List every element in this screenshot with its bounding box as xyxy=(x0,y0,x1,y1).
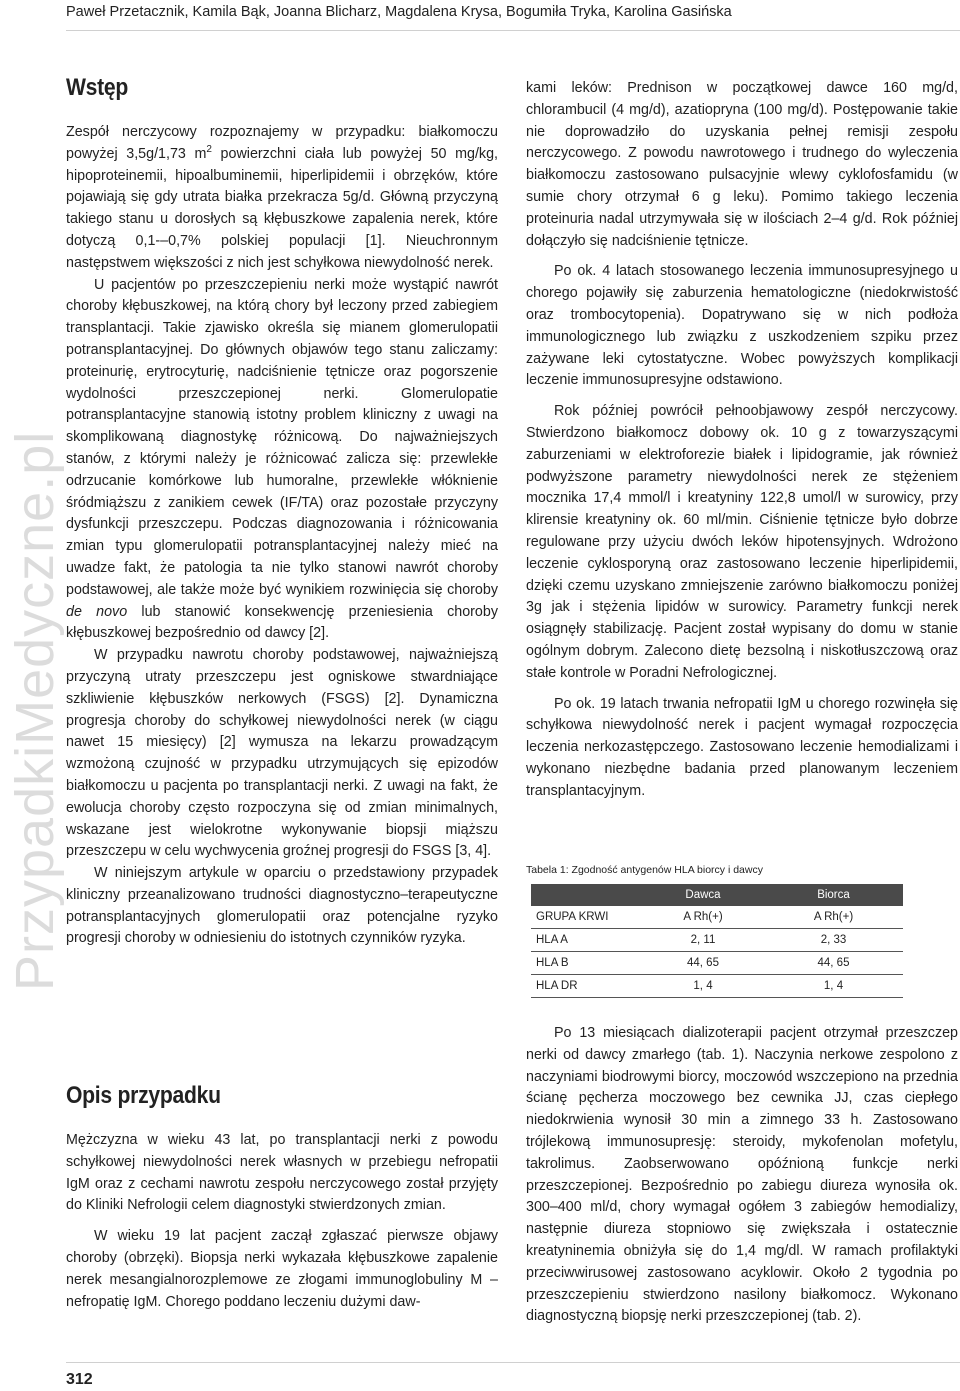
table-cell: HLA DR xyxy=(531,975,642,998)
table-cell: 2, 11 xyxy=(642,929,764,952)
intro-column xyxy=(66,122,498,950)
intro-paragraph-3: W przypadku nawrotu choroby podstawowej, najważniejszą przyczyną utraty przeszczepu jest ogniskowe stwardniające szkliwienie kłębuszków nerkowych (FSGS) [2]. Dynamiczna progresja choroby do schyłkowej niewydolności nerek (w ciągu nawet 15 miesięcy) [2] wymusza na lekarzu prowadzącym wzmożoną czujność w przypadku utrzymujących się epizodów białkomoczu u pacjenta po transplantacji nerki. Z uwagi na fakt, że ewolucja choroby często rozpoczyna się od zmian minimalnych, wskazane jest wielokrotne wykonywanie biopsji miąższu przeszczepu w celu wychwycenia groźnej progresji do FSGS [3, 4]. xyxy=(66,647,498,860)
table-cell: 1, 4 xyxy=(764,975,903,998)
case-paragraph-5: Rok później powrócił pełnoobjawowy zespół nerczycowy. Stwierdzono białkomocz dobowy ok. 10 g z towarzyszącymi zaburzeniami w elektroforezie białek i lipidogramie, jak również podwyższone parametry niewydolności nerek ze stężeniem mocznika 17,4 mmol/l i kreatyniny 122,8 umol/l w surowicy, przy klirensie kreatyniny ok. 60 ml/min. Ciśnienie tętnicze było dobrze regulowane przy użyciu dwóch leków hipotensyjnych. Wdrożono leczenie cyklosporyną oraz zastosowano leczenie hiperlipidemii, dzięki czemu uzyskano zmniejszenie zarówno białkomoczu poniżej 3g jak i stężenia lipidów w surowicy. Parametry funkcji nerek osiągnęły stabilizację. Pacjent został wypisany do domu w stanie ogólnym dobrym. Zalecono dietę bezsolną i niskotłuszczową oraz stałe kontrole w Poradni Nefrologicznej. xyxy=(526,403,958,681)
table-caption: Tabela 1: Zgodność antygenów HLA biorcy i dawcy xyxy=(526,864,763,876)
table-cell: HLA B xyxy=(531,952,642,975)
table-cell: A Rh(+) xyxy=(642,906,764,929)
case-column-left xyxy=(66,1130,498,1313)
case-paragraph-7: Po 13 miesiącach dializoterapii pacjent otrzymał przeszczep nerki od dawcy zmarłego (tab. 1). Naczynia nerkowe zespolono z naczyniami biodrowymi biorcy, moczowód wszczepiono na przednia ścianę pęcherza moczowego bez cewnika JJ, czas ciepłego niedokrwienia wynosił 30 min a zimnego 33 h. Zastosowano trójlekową immunosupresję: steroidy, mykofenolan mofetylu, takrolimus. Zaobserwowano opóźnioną funkcje nerki przeszczepionej. Bezpośrednio po zabiegu diureza wynosiła ok. 300–400 ml/d, chory wymagał ogółem 3 zabiegów hemodializy, następnie diureza stopniowo się zwiększała i ostatecznie kreatyninemia obniżyła się do 1,4 mg/dl. W ramach profilaktyki przeciwwirusowej zastosowano acyklowir. Około 2 tygodnia po przeszczepieniu stwierdzono nasilony białkomocz. Wykonano diagnostyczną biopsję nerki przeszczepionej (tab. 2). xyxy=(526,1025,958,1325)
table-header-row xyxy=(531,884,903,906)
table-header-cell: Dawca xyxy=(642,884,764,906)
table-cell: 44, 65 xyxy=(642,952,764,975)
section-heading-case: Opis przypadku xyxy=(66,1082,221,1109)
section-heading-intro: Wstęp xyxy=(66,74,129,101)
case-paragraph-3: kami leków: Prednison w początkowej dawce 160 mg/d, chlorambucil (4 mg/d), azatiopryna (100 mg/d). Postępowanie takie nie doprowadziło do uzyskania pełnej remisji zespołu nerczycowego. Z powodu nawrotowego i trudnego do wyleczenia białkomoczu zastosowano pulsacyjnie wlewy cyklofosfamidu (w sumie chory otrzymał 6 g leku). Pomimo takiego leczenia proteinuria nadal utrzymywała się w ilościach 2–4 g/d. Rok później dołączyło się nadciśnienie tętnicze. xyxy=(526,80,958,249)
case-column-right xyxy=(526,78,958,803)
intro-paragraph-1: Zespół nerczycowy rozpoznajemy w przypadku: białkomoczu powyżej 3,5g/1,73 $m^2$ powierzchni ciała lub powyżej 50 mg/kg, hipoproteinemii, hipoalbuminemii, hiperlipidemii i obrzęków, które pojawiają się gdy utrata białka przekracza 5g/d. Główną przyczyną takiego stanu u dorosłych są kłębuszkowe zapalenia nerek, które dotyczą 0,1-–0,7% polskiej populacji [1]. Nieuchronnym następstwem większości z nich jest schyłkowa niewydolność nerek. xyxy=(66,124,498,271)
intro-paragraph-2: U pacjentów po przeszczepieniu nerki może wystąpić nawrót choroby kłębuszkowej, na którą chory był leczony przed zabiegiem transplantacji. Takie zjawisko określa się mianem glomerulopatii potransplantacyjnej. Do głównych objawów tego stanu zaliczamy: proteinurię, erytrocyturię, nadciśnienie tętnicze oraz pogorszenie wydolności przeszczepionej nerki. Glomerulopatie potransplantacyjne stanowią istotny problem kliniczny z uwagi na skomplikowaną diagnostykę różnicową. Do najważniejszych stanów, z którymi należy je różnicować zalicza się: przewlekłe odrzucanie komórkowe lub humoralne, przewlekłe włóknienie śródmiąższu z zanikiem cewek (IF/TA) oraz pozostałe przyczyny dysfunkcji przeszczepu. Podczas diagnozowania i różnicowania zmian typu glomerulopatii potransplantacyjnej należy mieć na uwadze fakt, że patologia ta nie tylko stanowi nawrót choroby podstawowej, ale także może być wynikiem rozwinięcia się choroby de novo lub stanowić konsekwencję przeniesienia choroby kłębuszkowej bezpośrednio od dawcy [2]. xyxy=(66,276,498,642)
table-header-cell xyxy=(531,884,642,906)
case-paragraph-1: Mężczyzna w wieku 43 lat, po transplantacji nerki z powodu schyłkowej niewydolności nerek własnych w przebiegu nefropatii IgM oraz z cechami nawrotu zespołu nerczycowego został przyjęty do Kliniki Nefrologii celem diagnostyki stwierdzonych zmian. xyxy=(66,1132,498,1214)
intro-paragraph-4: W niniejszym artykule w oparciu o przedstawiony przypadek kliniczny przeanalizowano trudności diagnostyczno–terapeutyczne potransplantacyjnych glomerulopatii oraz potencjalne ryzyko progresji choroby w odniesieniu do istotnych czynników ryzyka. xyxy=(66,865,498,947)
table-row xyxy=(531,906,903,929)
table-cell: 44, 65 xyxy=(764,952,903,975)
table-row xyxy=(531,952,903,975)
case-column-right-bottom xyxy=(526,1023,958,1328)
footer-divider xyxy=(66,1362,960,1363)
table-cell: A Rh(+) xyxy=(764,906,903,929)
table-row xyxy=(531,929,903,952)
table-cell: GRUPA KRWI xyxy=(531,906,642,929)
hla-table xyxy=(531,884,903,998)
page-number: 312 xyxy=(66,1371,93,1388)
watermark: PrzypadkiMedyczne.pl xyxy=(5,430,65,991)
case-paragraph-2: W wieku 19 lat pacjent zaczął zgłaszać pierwsze objawy choroby (obrzęki). Biopsja nerki wykazała kłębuszkowe zapalenie nerek mesangialnorozplemowe ze złogami immunoglobuliny M – nefropatię IgM. Chorego poddano leczeniu dużymi daw- xyxy=(66,1228,498,1310)
header-divider xyxy=(66,30,960,31)
table-cell: HLA A xyxy=(531,929,642,952)
case-paragraph-6: Po ok. 19 latach trwania nefropatii IgM u chorego rozwinęła się schyłkowa niewydolność nerek i pacjent wymagał rozpoczęcia leczenia nerkozastępczego. Zastosowano leczenie hemodializami i wykonano niezbędne badania przed planowanym leczeniem transplantacyjnym. xyxy=(526,695,958,799)
table-cell: 2, 33 xyxy=(764,929,903,952)
case-paragraph-4: Po ok. 4 latach stosowanego leczenia immunosupresyjnego u chorego pojawiły się zaburzenia hematologiczne (niedokrwistość oraz trombocytopenia). Dopatrywano się w nich podłoża immunologicznego lub związku z uszkodzeniem szpiku przez zażywane leki cytostatyczne. Wobec powyższych komplikacji leczenie immunosupresyjne odstawiono. xyxy=(526,263,958,389)
table-header-cell: Biorca xyxy=(764,884,903,906)
running-header: Paweł Przetacznik, Kamila Bąk, Joanna Blicharz, Magdalena Krysa, Bogumiła Tryka, Karolina Gasińska xyxy=(66,4,732,20)
table-row xyxy=(531,975,903,998)
table-cell: 1, 4 xyxy=(642,975,764,998)
